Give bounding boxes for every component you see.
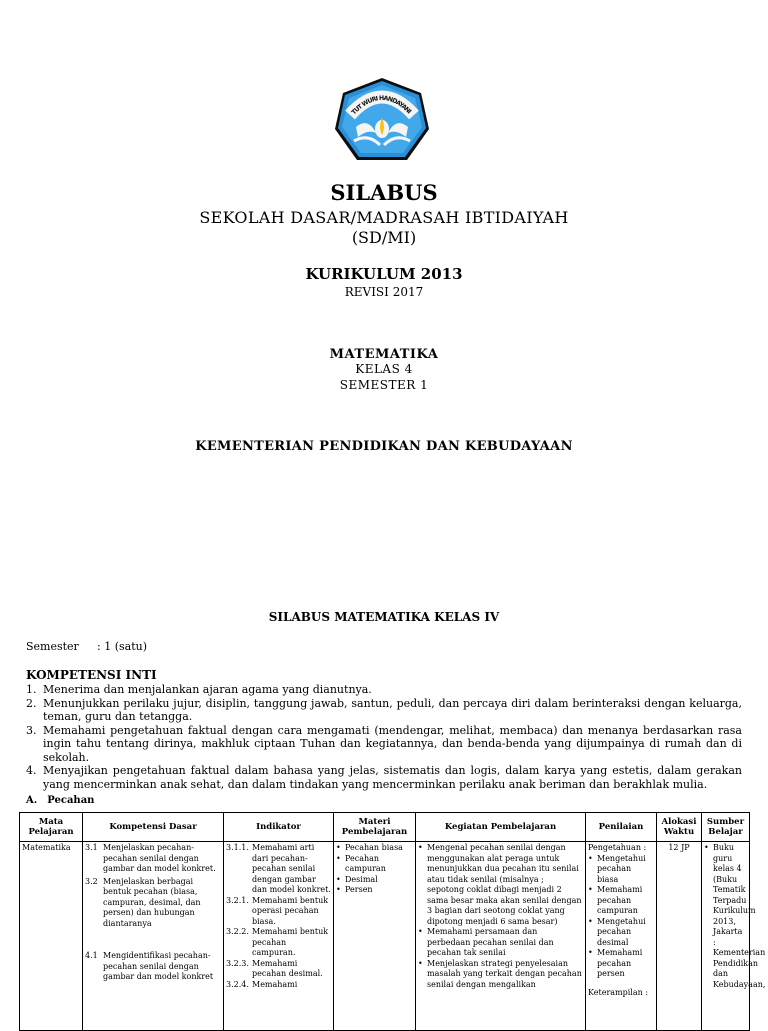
kegiatan-cell [416, 842, 586, 1031]
col-header: Materi Pembelajaran [334, 813, 416, 842]
alokasi-cell: 12 JP [657, 842, 702, 1031]
ki-title: KOMPETENSI INTI [26, 668, 157, 682]
school-abbreviation: (SD/MI) [351, 228, 417, 247]
curriculum: KURIKULUM 2013 [305, 265, 463, 283]
semester: SEMESTER 1 [339, 378, 429, 392]
col-header: Indikator [224, 813, 334, 842]
subject-cell: Matematika [20, 842, 83, 1031]
indikator-item: 3.2.1. Memahami bentuk operasi pecahan biasa. [226, 895, 329, 926]
list-item: • Mengenal pecahan senilai dengan menggunakan alat peraga untuk menunjukkan dua pecahan itu senilai atau tidak senilai (misalnya ; sepotong coklat dibagi menjadi 2 sama besar maka akan senilai dengan 3 bagian dari seotong coklat yang dipotong menjadi 6 sama besar) [418, 843, 583, 927]
indikator-item: 3.2.2. Memahami bentuk pecahan campuran. [226, 927, 329, 957]
col-header: Kegiatan Pembelajaran [416, 813, 586, 842]
grade: KELAS 4 [355, 362, 413, 376]
tut-wuri-handayani-logo [328, 77, 436, 165]
sumber-cell [702, 842, 766, 1031]
list-item: 2. Menunjukkan perilaku jujur, disiplin, tanggung jawab, santun, peduli, dan percaya diri dalam berinteraksi dengan keluarga, teman, guru dan tetangga. [26, 696, 742, 723]
list-item: • Pecahan campuran [336, 854, 413, 875]
syllabus-table [19, 812, 766, 1031]
indikator-item: 3.1.1. Memahami arti dari pecahan-pecahan senilai dengan gambar dan model konkret. [226, 843, 331, 894]
semester-label: Semester [26, 640, 79, 653]
list-item: • Mengetahui pecahan biasa [588, 854, 654, 886]
materi-cell [334, 842, 416, 1031]
list-item: • Memahami pecahan campuran [588, 885, 654, 917]
penilaian-label: Keterampilan : [588, 987, 649, 997]
revision: REVISI 2017 [344, 285, 424, 299]
table-header-row [20, 813, 750, 842]
list-item: • Menjelaskan strategi penyelesaian masalah yang terkait dengan pecahan senilai dengan mengalikan [418, 959, 583, 991]
col-header: Alokasi Waktu [657, 813, 702, 842]
kd-item: 4.1 Mengidentifikasi pecahan-pecahan senilai dengan gambar dan model konkret [85, 951, 214, 981]
section-heading [26, 795, 94, 806]
section-letter: A. [26, 795, 38, 806]
ki-list [26, 683, 742, 791]
document-title: SILABUS [330, 180, 438, 205]
list-item: • Persen [336, 885, 413, 896]
syllabus-heading: SILABUS MATEMATIKA KELAS IV [268, 610, 500, 624]
list-item: • Mengetahui pecahan desimal [588, 917, 654, 949]
list-item: 3. Memahami pengetahuan faktual dengan cara mengamati (mendengar, melihat, membaca) dan menanya berdasarkan rasa ingin tahu tentang dirinya, makhluk ciptaan Tuhan dan kegiatannya, dan benda-benda yang dijumpainya di rumah dan di sekolah. [26, 723, 742, 764]
kd-item: 3.1 Menjelaskan pecahan-pecahan senilai dengan gambar dan model konkret. [85, 843, 216, 873]
list-item: 1. Menerima dan menjalankan ajaran agama yang dianutnya. [26, 683, 372, 696]
list-item: • Pecahan biasa [336, 843, 413, 854]
section-label: Pecahan [47, 795, 95, 806]
subject: MATEMATIKA [329, 347, 439, 362]
indikator-item: 3.2.4. Memahami [226, 979, 298, 989]
school-level: SEKOLAH DASAR/MADRASAH IBTIDAIYAH [199, 208, 569, 227]
col-header: Kompetensi Dasar [83, 813, 224, 842]
list-item: • Memahami persamaan dan perbedaan pecahan senilai dan pecahan tak senilai [418, 927, 583, 959]
kd-item: 3.2 Menjelaskan berbagai bentuk pecahan (biasa, campuran, desimal, dan persen) dan hubungan diantaranya [85, 876, 201, 928]
list-item: • Memahami pecahan persen [588, 948, 654, 980]
indikator-item: 3.2.3. Memahami pecahan desimal. [226, 958, 323, 978]
penilaian-label: Pengetahuan : [588, 843, 647, 852]
penilaian-cell [586, 842, 657, 1031]
logo-motto: TUT WURI HANDAYANI [350, 94, 413, 117]
kd-cell [83, 842, 224, 1031]
list-item: • Buku guru kelas 4 (Buku Tematik Terpadu Kurikulum 2013, Jakarta : Kementerian Pendidikan dan Kebudayaan, [704, 843, 747, 990]
list-item: 4. Menyajikan pengetahuan faktual dalam bahasa yang jelas, sistematis dan logis, dalam karya yang estetis, dalam gerakan yang mencerminkan anak sehat, dan dalam tindakan yang mencerminkan perilaku anak beriman dan berakhlak mulia. [26, 764, 742, 791]
col-header: Mata Pelajaran [20, 813, 83, 842]
semester-line [26, 640, 147, 653]
col-header: Penilaian [586, 813, 657, 842]
table-row [20, 842, 750, 1031]
ministry: KEMENTERIAN PENDIDIKAN DAN KEBUDAYAAN [195, 439, 573, 454]
col-header: Sumber Belajar [702, 813, 750, 842]
semester-value: : 1 (satu) [97, 640, 147, 653]
indikator-cell [224, 842, 334, 1031]
list-item: • Desimal [336, 875, 413, 886]
